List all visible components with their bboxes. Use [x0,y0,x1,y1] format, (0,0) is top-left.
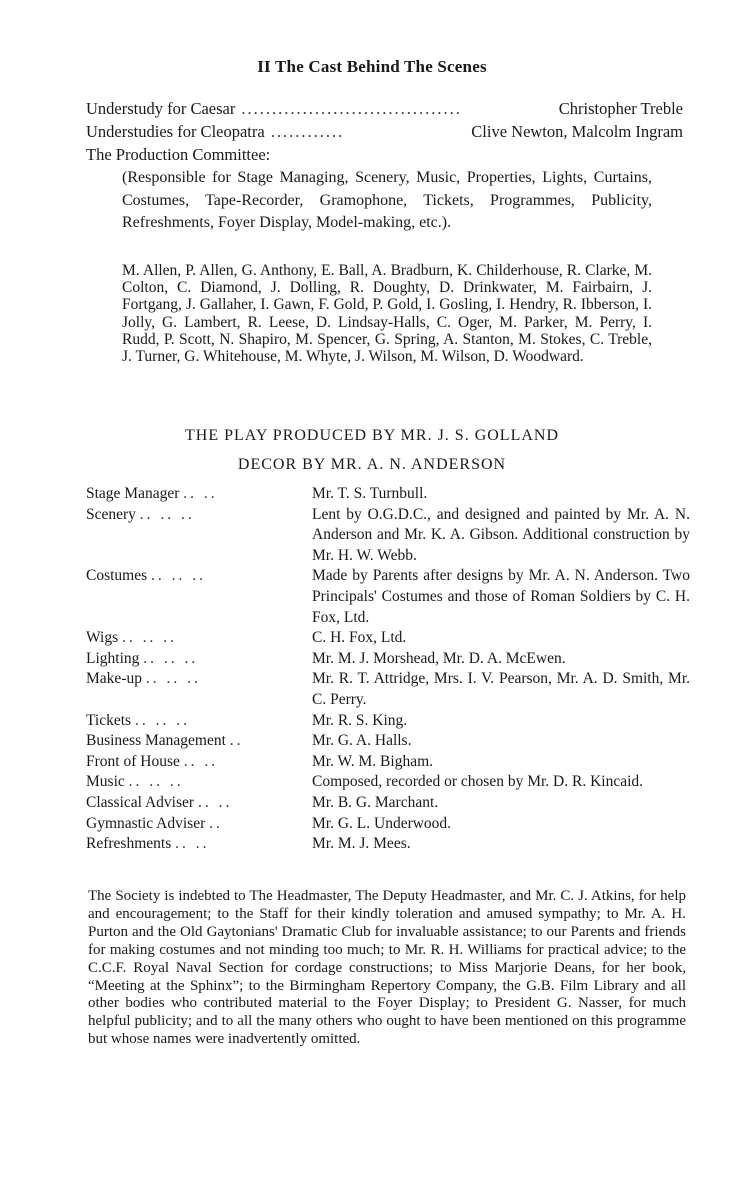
crew-value: Made by Parents after designs by Mr. A. N. Anderson. Two Principals' Costumes and those of Roman Soldiers by C. H. Fox, Ltd. [312,567,690,626]
understudy-role: Understudy for Caesar [86,99,236,118]
crew-role [86,834,312,855]
crew-list [86,484,690,855]
crew-value: Mr. R. T. Attridge, Mrs. I. V. Pearson, Mr. A. D. Smith, Mr. C. Perry. [312,670,690,708]
crew-role-label: Front of House [86,752,180,770]
crew-value: Mr. M. J. Morshead, Mr. D. A. McEwen. [312,649,566,667]
crew-role [86,814,312,835]
crew-row [86,628,690,649]
crew-role [86,752,312,773]
dot-leader: .. .. .. [145,670,201,688]
understudy-names: Clive Newton, Malcolm Ingram [471,122,683,141]
crew-role-label: Lighting [86,649,140,667]
crew-value: Lent by O.G.D.C., and designed and painted by Mr. A. N. Anderson and Mr. K. A. Gibson. Additional construction by Mr. H. W. Webb. [312,505,690,564]
crew-role [86,711,312,732]
crew-row [86,505,690,567]
crew-role-label: Stage Manager [86,485,180,502]
dot-leader: .. .. .. [139,505,195,523]
crew-row [86,752,690,773]
crew-row [86,649,690,670]
crew-value: C. H. Fox, Ltd. [312,629,407,647]
crew-role-label: Scenery [86,505,136,523]
crew-row [86,834,690,855]
crew-row [86,711,690,732]
understudy-names: Christopher Treble [558,99,683,118]
dot-leader: .. .. [175,835,210,853]
crew-row [86,731,690,752]
understudy-caesar-row [86,98,683,120]
crew-role-label: Gymnastic Adviser [86,814,206,832]
dot-leader: .. .. .. [121,629,177,647]
crew-row [86,484,690,505]
producer-credit: THE PLAY PRODUCED BY MR. J. S. GOLLAND [184,427,560,444]
dot-leader: .................................... [241,99,462,118]
dot-leader: ............ [270,122,345,141]
understudy-role: Understudies for Cleopatra [86,122,265,141]
crew-row [86,814,690,835]
crew-role-label: Classical Adviser [86,793,195,811]
dot-leader: .. .. [183,485,218,502]
committee-heading: The Production Committee: [86,145,271,164]
dot-leader: .. .. [197,793,233,811]
crew-role-label: Make-up [86,670,142,688]
crew-role [86,566,312,628]
dot-leader: .. [209,814,223,832]
crew-value: Composed, recorded or chosen by Mr. D. R. Kincaid. [312,773,644,791]
crew-role [86,505,312,567]
crew-value: Mr. T. S. Turnbull. [312,485,428,502]
crew-value: Mr. B. G. Marchant. [312,793,439,811]
crew-role-label: Music [86,773,125,791]
committee-members: M. Allen, P. Allen, G. Anthony, E. Ball, A. Bradburn, K. Childerhouse, R. Clarke, M. Colton, C. Diamond, J. Dolling, R. Doughty, D. Drinkwater, M. Fairbairn, J. Fortgang, J. Gallaher, I. Gawn, F. Gold, P. Gold, I. Gosling, I. Hendry, R. Ibberson, I. Jolly, G. Lambert, R. Leese, D. Lindsay-Halls, C. Oger, M. Parker, M. Perry, I. Rudd, P. Scott, N. Shapiro, M. Spencer, G. Spring, A. Stanton, M. Stokes, C. Treble, J. Turner, G. Whitehouse, M. Whyte, J. Wilson, M. Wilson, D. Woodward. [122,262,652,366]
crew-row [86,772,690,793]
crew-role [86,484,312,505]
crew-row [86,566,690,628]
crew-value: Mr. G. A. Halls. [312,732,412,750]
crew-value: Mr. R. S. King. [312,711,408,729]
page-title: II The Cast Behind The Scenes [257,57,487,76]
crew-role [86,731,312,752]
dot-leader: .. .. .. [128,773,184,791]
decor-credit: DECOR BY MR. A. N. ANDERSON [237,456,507,473]
understudy-cleopatra-row [86,121,683,143]
crew-role-label: Refreshments [86,835,172,853]
crew-value: Mr. G. L. Underwood. [312,814,452,832]
crew-role [86,669,312,710]
crew-role [86,772,312,793]
dot-leader: .. .. [183,752,219,770]
dot-leader: .. [229,732,244,750]
crew-role [86,649,312,670]
dot-leader: .. .. .. [134,711,190,729]
committee-responsibilities: (Responsible for Stage Managing, Scenery, Music, Properties, Lights, Curtains, Costumes, Tape-Recorder, Gramophone, Tickets, Programmes, Publicity, Refreshments, Foyer Display, Model-making, etc.). [122,169,652,231]
dot-leader: .. .. .. [151,567,207,585]
acknowledgements: The Society is indebted to The Headmaster, The Deputy Headmaster, and Mr. C. J. Atkins, for help and encouragement; to the Staff for their kindly toleration and amused sympathy; to Mr. A. H. Purton and the Old Gaytonians' Dramatic Club for invaluable assistance; to our Parents and friends for making costumes and not minding too much; to Mr. R. H. Williams for practical advice; to the C.C.F. Royal Naval Section for cordage constructions; to Miss Marjorie Deans, for her book, “Meeting at the Sphinx”; to the Birmingham Repertory Company, the G.B. Film Library and all other bodies who contributed material to the Foyer Display; to President G. Nasser, for much helpful publicity; and to all the many others who ought to have been mentioned on this programme but whose names were inadvertently omitted. [88,888,686,1048]
crew-role [86,793,312,814]
crew-role-label: Tickets [86,711,132,729]
crew-value: Mr. M. J. Mees. [312,835,411,853]
crew-row [86,669,690,710]
crew-role-label: Business Management [86,732,226,750]
crew-role-label: Wigs [86,629,119,647]
dot-leader: .. .. .. [143,649,199,667]
crew-value: Mr. W. M. Bigham. [312,752,434,770]
crew-role [86,628,312,649]
crew-role-label: Costumes [86,567,148,585]
crew-row [86,793,690,814]
